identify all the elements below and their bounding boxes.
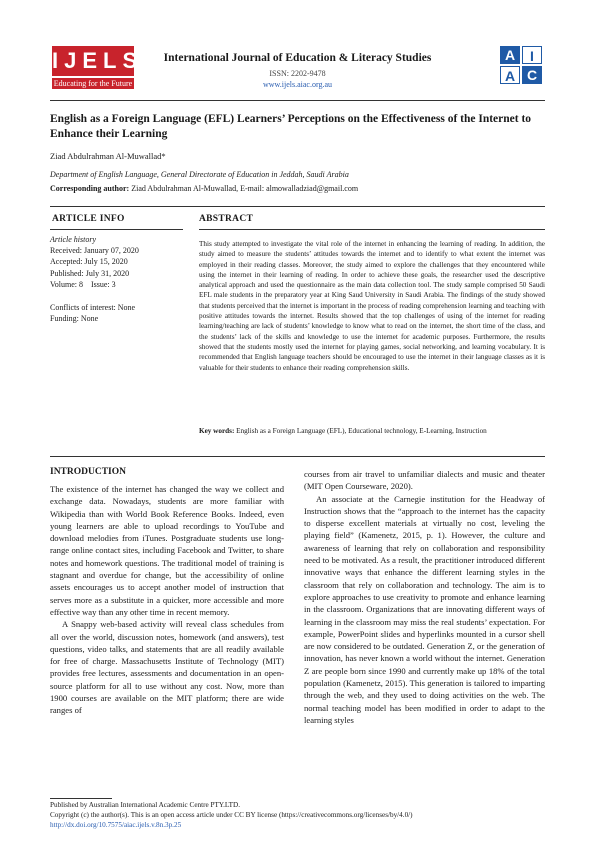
article-info-rule [50,229,183,230]
journal-url[interactable]: www.ijels.aiac.org.au [262,80,333,89]
article-history-label: Article history [50,235,96,244]
article-info-heading: ARTICLE INFO [52,214,125,224]
volume-issue: Volume: 8 Issue: 3 [50,279,116,289]
keywords [199,426,545,436]
article-author: Ziad Abdulrahman Al-Muwallad* [50,151,166,161]
keywords-label: Key words: [199,427,235,435]
journal-name: International Journal of Education & Literacy Studies [163,52,432,64]
abstract-rule [199,229,545,230]
copyright-line: Copyright (c) the author(s). This is an open access article under CC BY license (https://creativecommons.org/licenses/by/4.0/) [50,811,413,819]
intro-paragraph-2: A Snappy web-based activity will reveal class schedules from all over the world, discussion notes, homework (and answers), test questions, video talks, and statements that are all readily available for free of charge. Massachusetts Institute of Technology (MIT) provides free lectures, assessments and documentation in an open-source platform for all to use without any cost. Now, more than 1900 courses are available on the MIT platform; there are wide ranges of [50,619,284,716]
abstract-text: This study attempted to investigate the vital role of the internet in enhancing the learning of reading. In addition, the study aimed to measure the students’ attitudes towards the internet and to identify to what extent the internet was employed in their reading classes. Moreover, the study aimed to explore the challenges that they encountered while using the internet in their learning of reading. In order to achieve these goals, the researcher used the descriptive analytical approach and used the questionnaire as the main data collection tool. The study sample comprised 50 Saudi EFL male students in the preparatory year at King Saud University in Saudi Arabia. The findings of the study showed that students perceived that the internet is important in the process of reading comprehension learning and teaching with positive attitudes towards the internet. Results showed that the top challenges of using of the internet for reading learning/teaching are lack of students’ knowledge to know what to read on the internet, the short time of the class, and the students’ lack of the skills and knowledge to use the internet for academic purposes. Furthermore, the results showed that the students mostly used the internet for playing games, social networking, and learning vocabulary. It is recommended that English language teachers should be encouraged to use the internet in their language classes as it is valuable for their students to enhance their reading comprehension skills. [199,240,545,372]
article-info-box [50,234,183,324]
published-date: Published: July 31, 2020 [50,268,130,278]
article-title: English as a Foreign Language (EFL) Learners’ Perceptions on the Effectiveness of the Internet to Enhance their Learning [50,113,532,140]
funding: Funding: None [50,314,99,324]
right-column [304,468,545,726]
aiac-logo-letter-3: A [500,66,520,84]
info-top-divider [50,206,545,207]
aiac-logo-letter-4: C [522,66,542,84]
left-column [50,483,284,717]
abstract-bottom-divider [50,456,545,457]
keywords-text: English as a Foreign Language (EFL), Educational technology, E-Learning, Instruction [234,427,487,435]
publisher-line: Published by Australian International Academic Centre PTY.LTD. [50,801,241,809]
aiac-logo-letter-2: I [522,46,542,64]
conflicts-of-interest: Conflicts of interest: None [50,303,136,313]
footer-rule [50,798,112,799]
accepted-date: Accepted: July 15, 2020 [50,257,128,267]
introduction-heading: INTRODUCTION [50,467,127,477]
intro-paragraph-4: An associate at the Carnegie institution for the Headway of Instruction shows that the “approach to the internet has the capacity to disperse excellent materials at virtually no cost, leveling the playing field” (Kamenetz, 2015, p. 1). However, the culture and awareness of learning that rely on collaboration and responsibility need to be motivated. As a result, the practitioner introduced different innovative ways that enhance the different learning styles in the classroom that rely on collaboration and technology. The aim is to explore approaches to use creativity to promote and enhance learning in the classroom. Organizations that are innovating different ways of learning in the classroom may miss the real students’ expectation. For example, PowerPoint slides and hyperlinks mounted in a cursor shell are now considered to be outdated. Generation Z, or the generation of innovation, has never known a world without the internet. Generation Z are people born since 1990 and currently make up 18% of the total population (Kamenetz, 2015). This generation is tailored to imparting through the web, and they used to doing activities on the web. The normal teaching model has been modified in order to adapt to the learning styles [304,493,545,725]
footer [50,800,413,830]
intro-paragraph-3: courses from air travel to unfamiliar dialects and music and theater (MIT Open Courseware, 2020). [304,469,545,492]
corresponding-label: Corresponding author: [50,184,130,193]
intro-paragraph-1: The existence of the internet has changed the way we collect and exchange data. Nowadays, students are more familiar with Wikipedia than with World Book Reference Books. Indeed, even young learners are able to upload recordings to YouTube and download melodies from iTunes. Postgraduate students use long-range online contact sites, including Facebook and Twitter, to share notes and homework questions. The traditional model of training is stagnant and overdue for change, but the accessibility of online assets encourages us to accept another model of instruction that serves more as a substitute in a quicker, more accessible and more effective way than any other time in recent memory. [50,484,284,617]
header-divider [50,100,545,101]
ijels-logo-tagline: Educating for the Future [53,79,133,88]
corresponding-text: Ziad Abdulrahman Al-Muwallad, E-mail: almowalladziad@gmail.com [129,184,359,193]
author-department: Department of English Language, General Directorate of Education in Jeddah, Saudi Arabia [50,170,349,179]
doi-link[interactable]: http://dx.doi.org/10.7575/aiac.ijels.v.8n.3p.25 [50,821,182,829]
abstract-heading: ABSTRACT [199,214,254,224]
corresponding-author [50,184,358,193]
received-date: Received: January 07, 2020 [50,246,139,256]
journal-issn: ISSN: 2202-9478 [269,69,326,78]
journal-header [140,52,455,89]
ijels-logo [52,46,144,89]
aiac-logo-letter-1: A [500,46,520,64]
aiac-logo [500,46,542,84]
ijels-logo-text: IJELS [52,46,134,76]
